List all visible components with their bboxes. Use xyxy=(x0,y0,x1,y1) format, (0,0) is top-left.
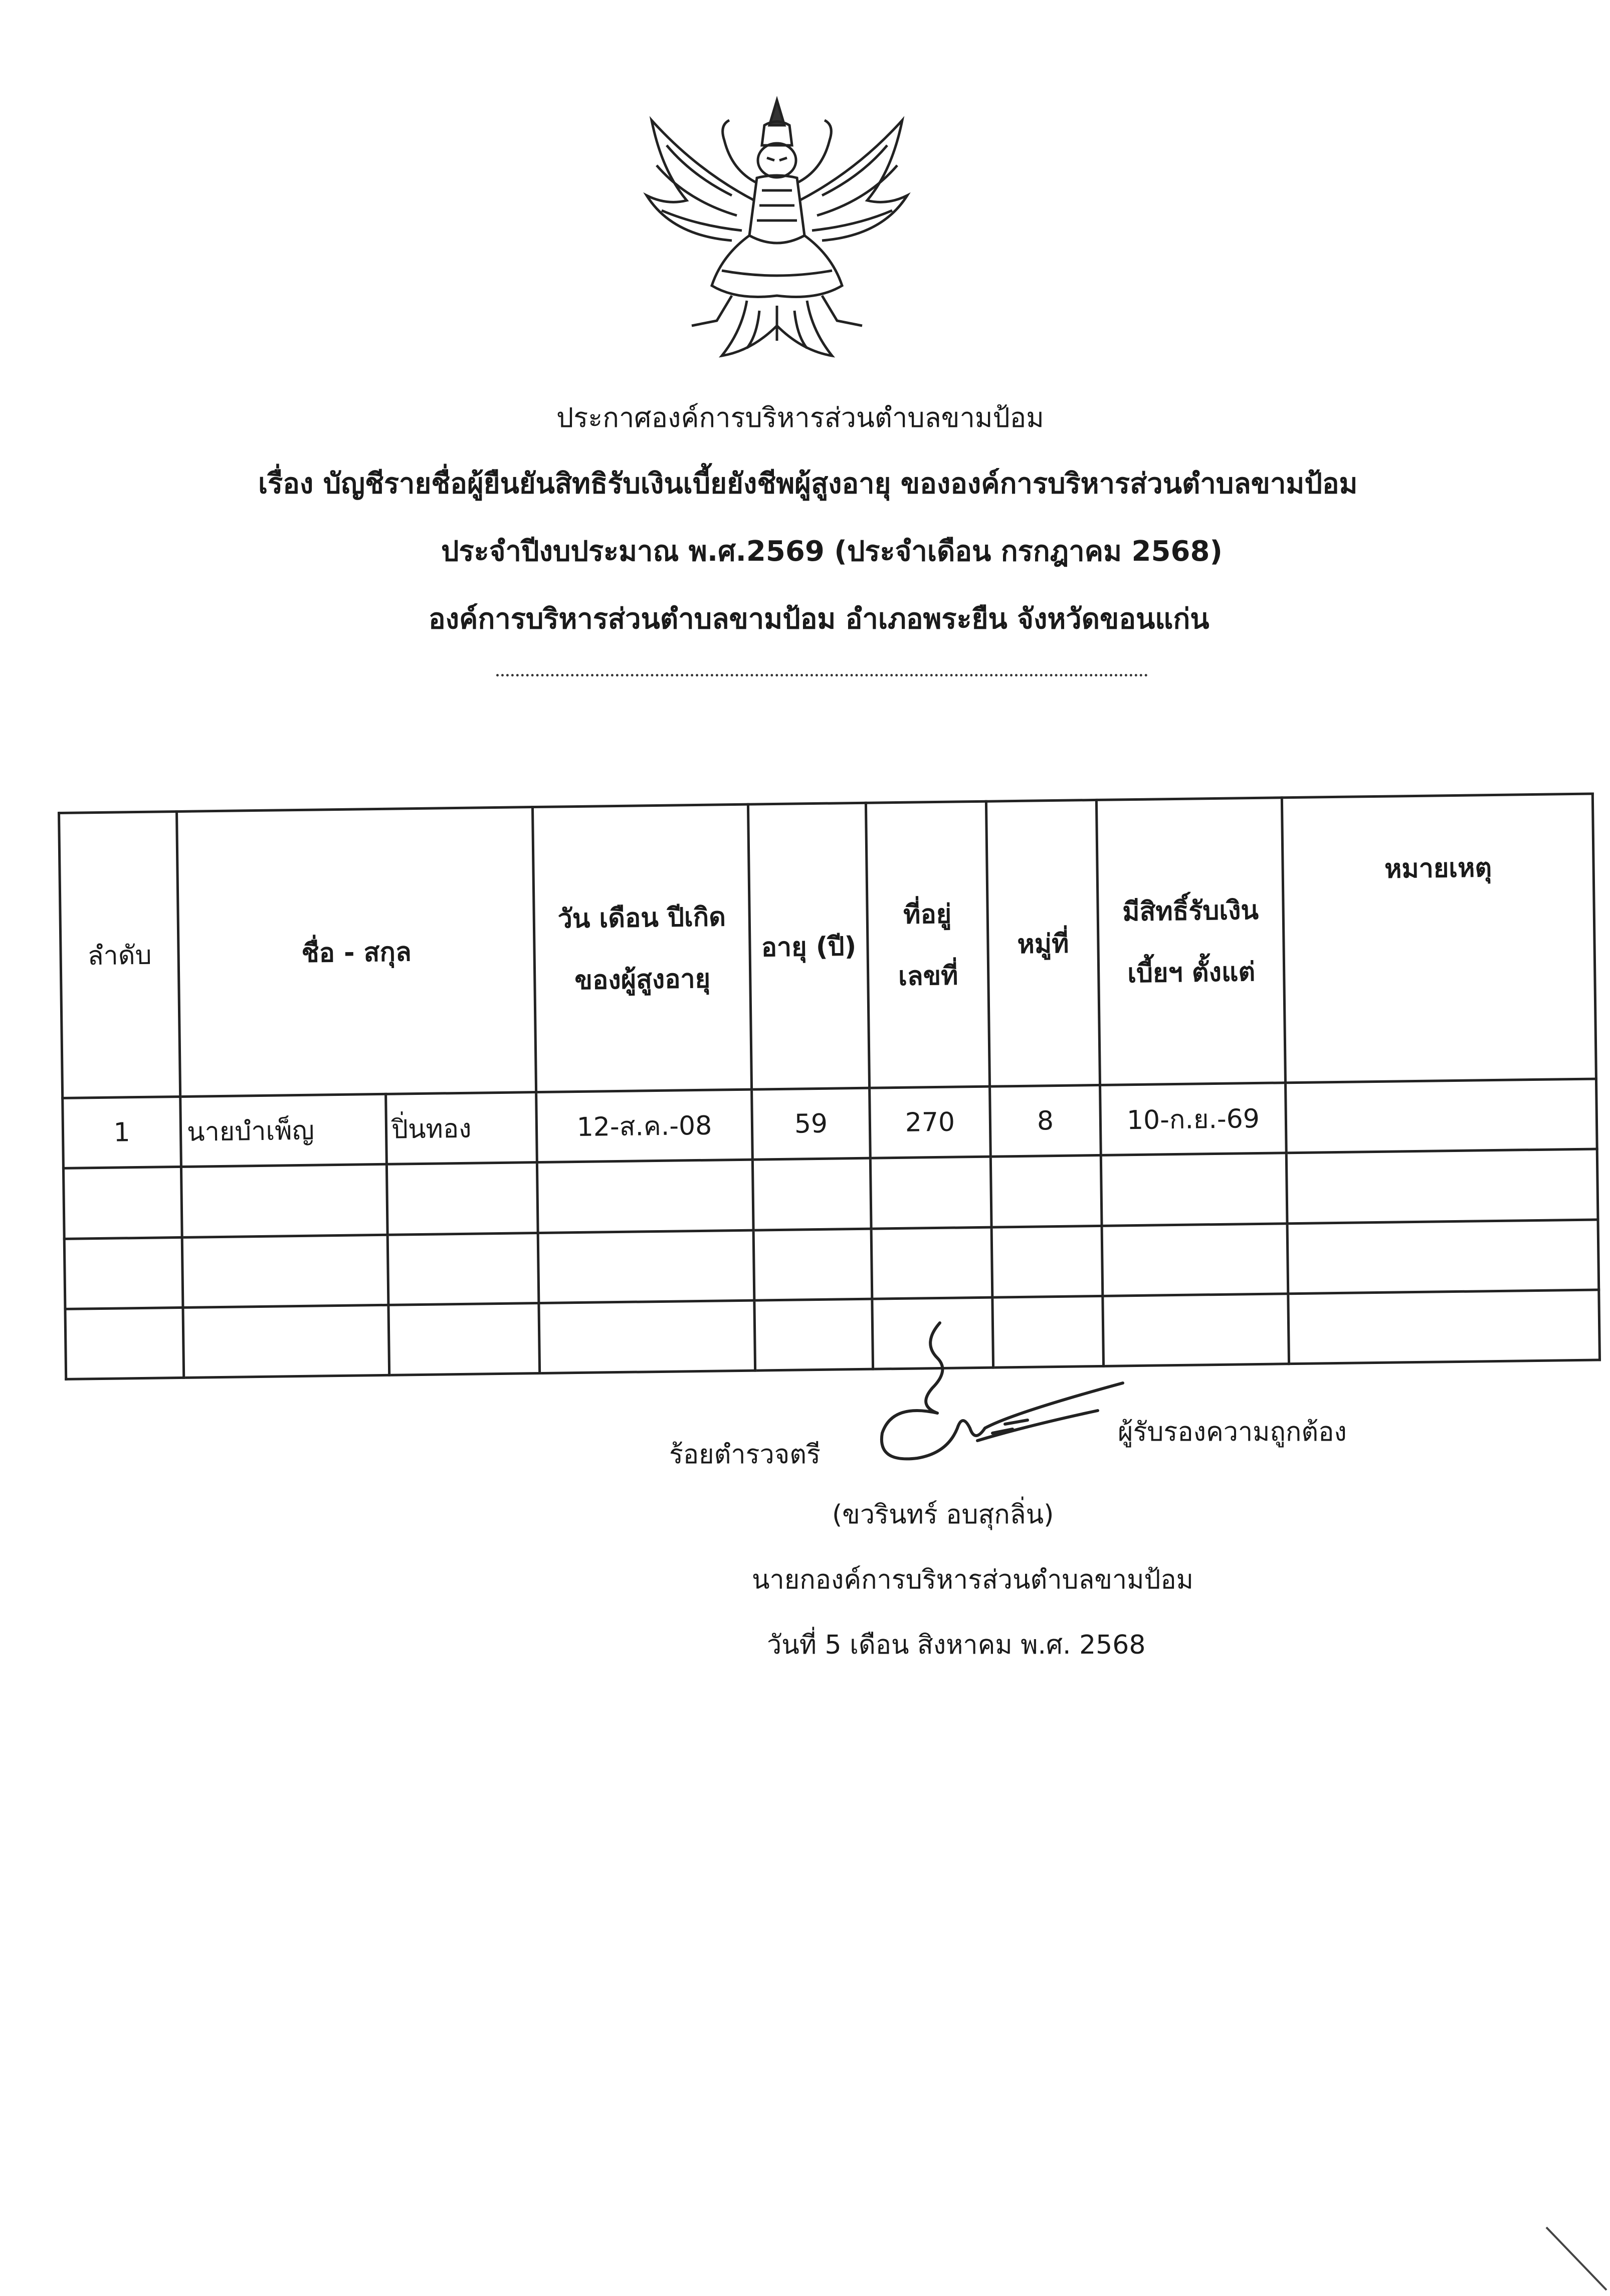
cell-first-name: นายบำเพ็ญ xyxy=(180,1094,387,1167)
col-header-no: ลำดับ xyxy=(59,812,180,1098)
cell-address: 270 xyxy=(870,1086,991,1158)
cell-remark xyxy=(1285,1079,1597,1153)
dotted-separator xyxy=(496,674,1148,676)
cell-age: 59 xyxy=(752,1088,871,1160)
col-header-eligible-line1: มีสิทธิ์รับเงิน xyxy=(1122,895,1259,928)
table-header-row xyxy=(59,794,1596,1098)
col-header-address xyxy=(866,801,989,1088)
cell-last-name: ปิ่นทอง xyxy=(386,1092,537,1165)
pension-table xyxy=(58,793,1598,1381)
cell-moo: 8 xyxy=(990,1085,1101,1157)
col-header-name: ชื่อ - สกุล xyxy=(177,807,536,1097)
signer-rank: ร้อยตำรวจตรี xyxy=(669,1440,821,1470)
col-header-dob xyxy=(532,804,751,1092)
signer-name: (ขวรินทร์ อบสุกลิ่น) xyxy=(832,1500,1054,1530)
col-header-dob-line2: ของผู้สูงอายุ xyxy=(574,964,711,996)
cell-no: 1 xyxy=(63,1097,181,1169)
signing-date: วันที่ 5 เดือน สิงหาคม พ.ศ. 2568 xyxy=(767,1630,1146,1660)
col-header-address-line2: เลขที่ xyxy=(898,961,958,992)
col-header-dob-line1: วัน เดือน ปีเกิด xyxy=(557,902,726,935)
col-header-eligible-line2: เบี้ยฯ ตั้งแต่ xyxy=(1127,957,1256,989)
certifier-label: ผู้รับรองความถูกต้อง xyxy=(1118,1417,1347,1447)
col-header-age: อายุ (ปี) xyxy=(748,803,869,1089)
signer-position: นายกองค์การบริหารส่วนตำบลขามป้อม xyxy=(752,1565,1193,1595)
announcement-subject: เรื่อง บัญชีรายชื่อผู้ยืนยันสิทธิรับเงินเบี้ยยังชีพผู้สูงอายุ ขององค์การบริหารส่วนตำบลขามป้อม xyxy=(258,468,1358,500)
col-header-remark: หมายเหตุ xyxy=(1282,794,1596,1083)
col-header-address-line1: ที่อยู่ xyxy=(903,899,952,930)
garuda-emblem xyxy=(632,90,922,371)
fiscal-year: ประจำปีงบประมาณ พ.ศ.2569 (ประจำเดือน กรกฎาคม 2568) xyxy=(441,535,1223,568)
cell-dob: 12-ส.ค.-08 xyxy=(536,1089,753,1163)
col-header-moo: หมู่ที่ xyxy=(986,800,1100,1086)
col-header-eligible xyxy=(1096,798,1285,1085)
corner-fold-mark xyxy=(1544,2225,1609,2295)
announcement-title: ประกาศองค์การบริหารส่วนตำบลขามป้อม xyxy=(556,402,1044,433)
handwritten-signature xyxy=(862,1313,1143,1473)
cell-eligible-from: 10-ก.ย.-69 xyxy=(1100,1083,1287,1156)
organization-location: องค์การบริหารส่วนตำบลขามป้อม อำเภอพระยืน จังหวัดขอนแก่น xyxy=(429,603,1210,635)
